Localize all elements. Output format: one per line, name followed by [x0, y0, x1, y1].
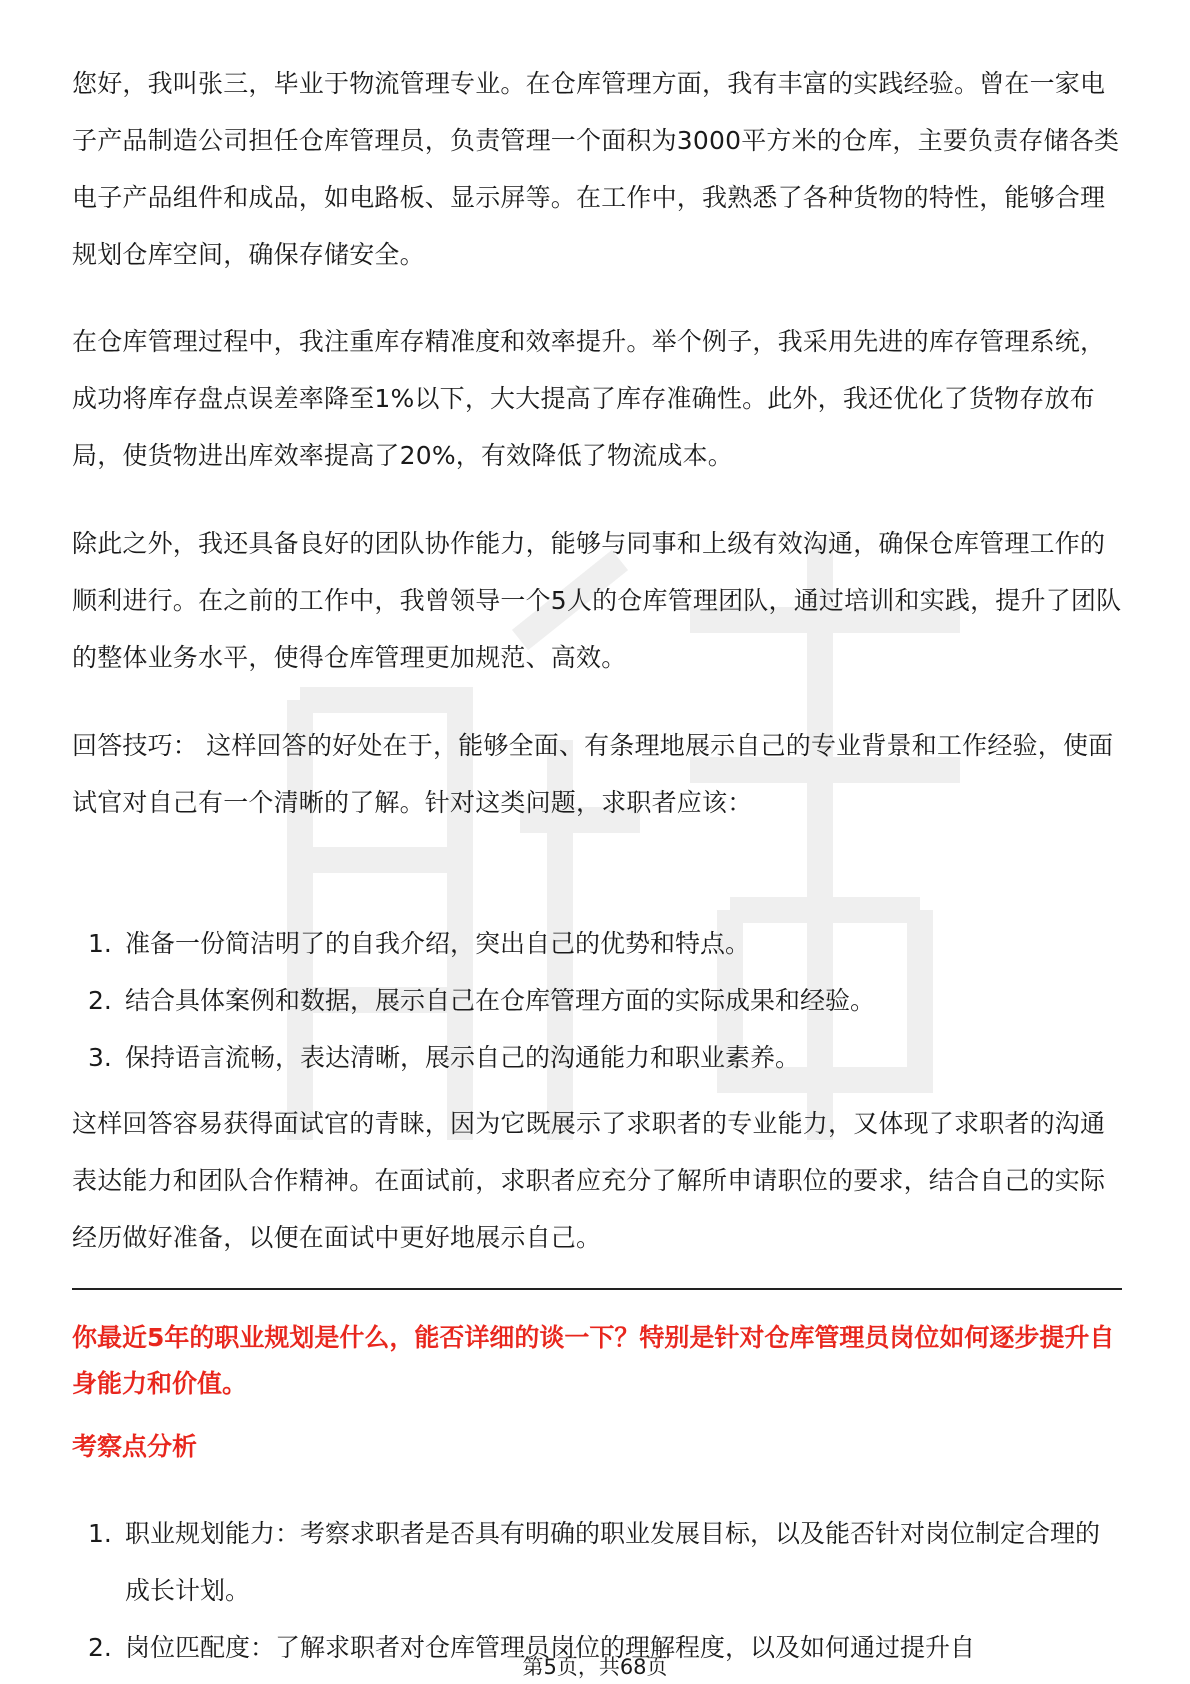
- list-item: [72, 972, 875, 1029]
- list-item: [72, 1505, 1122, 1619]
- paragraph-accuracy: 在仓库管理过程中，我注重库存精准度和效率提升。举个例子，我采用先进的库存管理系统，成功将库存盘点误差率降至1%以下，大大提高了库存准确性。此外，我还优化了货物存放布局，使货物进出库效率提高了20%，有效降低了物流成本。: [72, 327, 1106, 470]
- list-item: [72, 915, 875, 972]
- section-divider: [72, 1288, 1122, 1290]
- paragraph-team: 除此之外，我还具备良好的团队协作能力，能够与同事和上级有效沟通，确保仓库管理工作的顺利进行。在之前的工作中，我曾领导一个5人的仓库管理团队，通过培训和实践，提升了团队的整体业务水平，使得仓库管理更加规范、高效。: [72, 529, 1122, 672]
- analysis-list: [72, 1505, 1122, 1676]
- analysis-heading: 考察点分析: [72, 1432, 198, 1461]
- list-item-number: 1.: [88, 929, 112, 958]
- list-item-number: 2.: [88, 1633, 112, 1662]
- page-footer: 第5页，共68页: [522, 1655, 668, 1679]
- list-item-number: 1.: [88, 1519, 112, 1548]
- list-item-text: 准备一份简洁明了的自我介绍，突出自己的优势和特点。: [125, 929, 751, 958]
- list-item-number: 3.: [88, 1043, 112, 1072]
- list-item-number: 2.: [88, 986, 112, 1015]
- tips-list: [72, 915, 875, 1086]
- paragraph-summary: 这样回答容易获得面试官的青睐，因为它既展示了求职者的专业能力，又体现了求职者的沟通表达能力和团队合作精神。在面试前，求职者应充分了解所申请职位的要求，结合自己的实际经历做好准备，以便在面试中更好地展示自己。: [72, 1109, 1106, 1252]
- list-item-text: 保持语言流畅，表达清晰，展示自己的沟通能力和职业素养。: [125, 1043, 801, 1072]
- paragraph-intro: 您好，我叫张三，毕业于物流管理专业。在仓库管理方面，我有丰富的实践经验。曾在一家电子产品制造公司担任仓库管理员，负责管理一个面积为3000平方米的仓库，主要负责存储各类电子产品组件和成品，如电路板、显示屏等。在工作中，我熟悉了各种货物的特性，能够合理规划仓库空间，确保存储安全。: [72, 69, 1120, 269]
- list-item: [72, 1029, 875, 1086]
- list-item-text: 结合具体案例和数据，展示自己在仓库管理方面的实际成果和经验。: [125, 986, 876, 1015]
- paragraph-tips: 回答技巧： 这样回答的好处在于，能够全面、有条理地展示自己的专业背景和工作经验，使面试官对自己有一个清晰的了解。针对这类问题，求职者应该：: [72, 731, 1114, 817]
- list-item-text: 岗位匹配度：了解求职者对仓库管理员岗位的理解程度，以及如何通过提升自: [125, 1633, 976, 1662]
- interview-question: 你最近5年的职业规划是什么，能否详细的谈一下？特别是针对仓库管理员岗位如何逐步提升自身能力和价值。: [72, 1323, 1115, 1398]
- list-item-text: 职业规划能力：考察求职者是否具有明确的职业发展目标，以及能否针对岗位制定合理的成长计划。: [125, 1519, 1101, 1605]
